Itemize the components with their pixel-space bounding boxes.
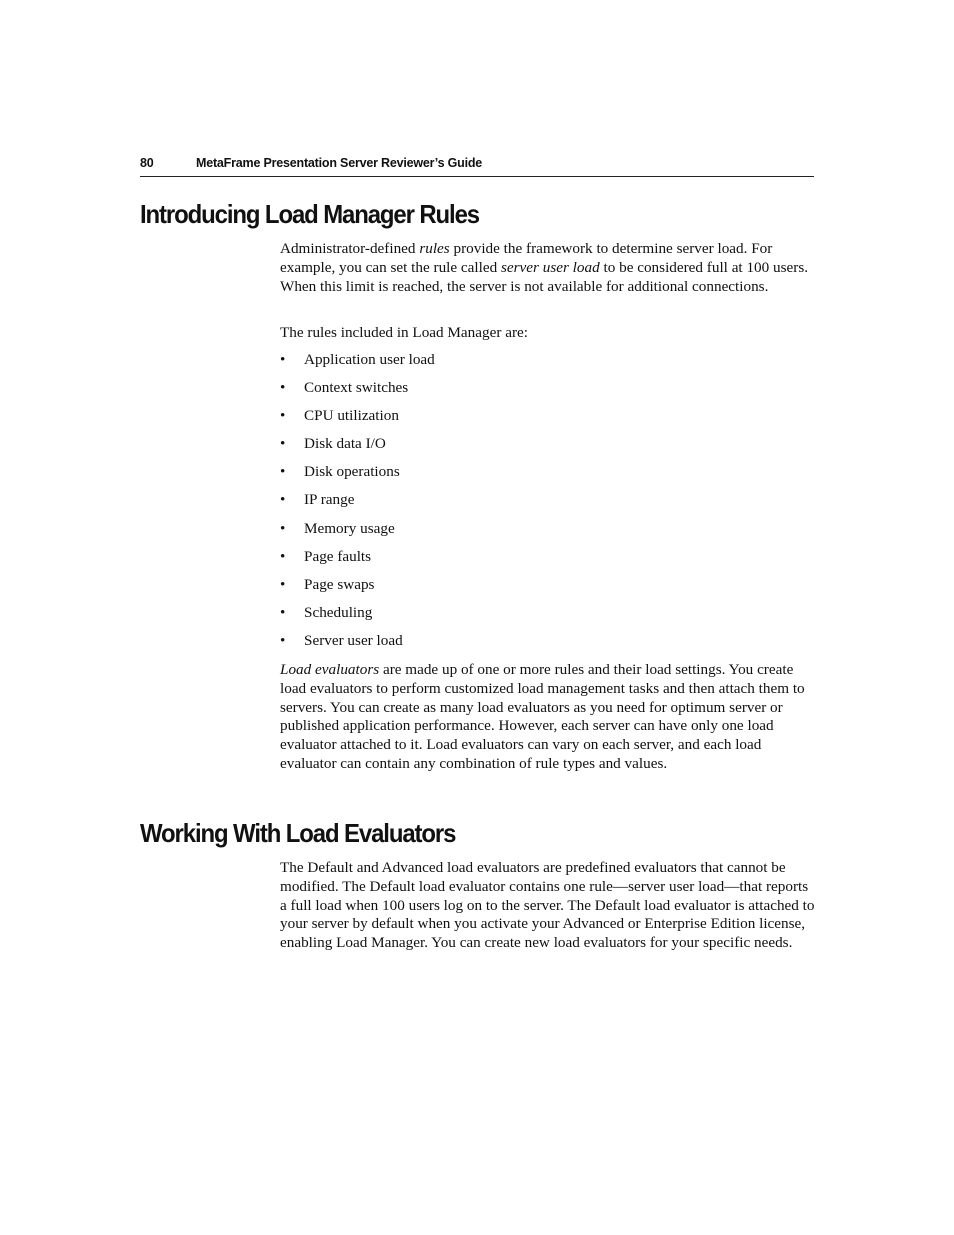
page-number: 80 bbox=[140, 156, 154, 170]
bullet-icon: • bbox=[280, 351, 286, 368]
paragraph-load-evaluators: Load evaluators are made up of one or more rules and their load settings. You create load evaluators to perform customized load management tasks and then attach them to servers. You can create as many load evaluators as you need for optimum server or published application performance. However, each server can have only one load evaluator attached to it. Load evaluators can vary on each server, and each load evaluator can contain any combination of rule types and values. bbox=[280, 661, 805, 772]
list-item: • Memory usage bbox=[280, 519, 395, 537]
bullet-icon: • bbox=[280, 491, 286, 509]
paragraph-default-evaluators: The Default and Advanced load evaluators are predefined evaluators that cannot be modified. The Default load evaluator contains one rule—server user load—that reports a full load when 100 users log on to the server. The Default load evaluator is attached to your server by default when you activate your Advanced or Enterprise Edition license, enabling Load Manager. You can create new load evaluators for your specific needs. bbox=[280, 859, 815, 952]
list-item: • Context switches bbox=[280, 379, 409, 397]
running-header bbox=[140, 154, 814, 177]
section-heading-working-with-load-evaluators: Working With Load Evaluators bbox=[140, 818, 456, 848]
paragraph-rules-included: The rules included in Load Manager are: bbox=[280, 324, 528, 341]
guide-title: MetaFrame Presentation Server Reviewer’s Guide bbox=[196, 156, 483, 170]
bullet-icon: • bbox=[280, 575, 286, 593]
paragraph-rules-intro: Administrator-defined rules provide the framework to determine server load. For example, you can set the rule called server user load to be considered full at 100 users. When this limit is reached, the server is not available for additional connections. bbox=[280, 240, 809, 295]
list-item: • Application user load bbox=[280, 351, 435, 368]
list-item: • Server user load bbox=[280, 631, 403, 649]
section-heading-load-manager-rules: Introducing Load Manager Rules bbox=[140, 199, 480, 229]
bullet-icon: • bbox=[280, 435, 286, 453]
list-item: • CPU utilization bbox=[280, 407, 399, 425]
list-item: • IP range bbox=[280, 491, 355, 509]
bullet-icon: • bbox=[280, 547, 286, 565]
bullet-icon: • bbox=[280, 519, 286, 537]
list-item: • Disk operations bbox=[280, 463, 400, 481]
bullet-icon: • bbox=[280, 631, 286, 649]
list-item: • Page swaps bbox=[280, 575, 375, 593]
bullet-icon: • bbox=[280, 407, 286, 425]
bullet-icon: • bbox=[280, 463, 286, 481]
list-item: • Page faults bbox=[280, 547, 372, 565]
bullet-icon: • bbox=[280, 603, 286, 621]
list-item: • Scheduling bbox=[280, 603, 373, 621]
rules-list bbox=[280, 351, 435, 660]
list-item: • Disk data I/O bbox=[280, 435, 386, 453]
bullet-icon: • bbox=[280, 379, 286, 397]
